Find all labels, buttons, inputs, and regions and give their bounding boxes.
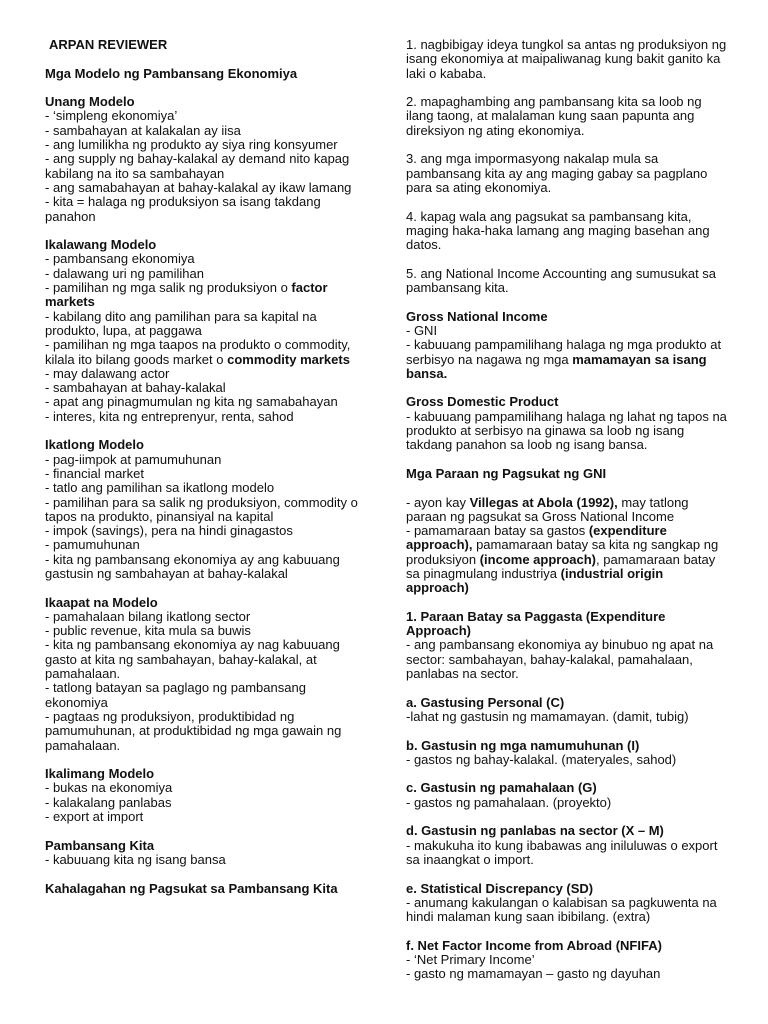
section-heading: Ikalawang Modelo [45, 237, 157, 253]
spacer [406, 481, 728, 495]
text-line: - may dalawang actor [45, 365, 170, 381]
text-line [406, 524, 728, 595]
text-line: - gastos ng bahay-kalakal. (materyales, sahod) [406, 751, 677, 767]
spacer [406, 810, 728, 824]
text-line: -lahat ng gastusin ng mamamayan. (damit, tubig) [406, 708, 689, 724]
section-heading: Gross Domestic Product [406, 394, 559, 410]
text-line: - ang pambansang ekonomiya ay binubuo ng apat na sector: sambahayan, bahay-kalakal, pamahalaan, panlabas na sector. [406, 637, 714, 682]
text-line: - pambansang ekonomiya [45, 251, 195, 267]
section-heading: b. Gastusin ng mga namumuhunan (I) [406, 737, 640, 753]
bold-run: (industrial origin approach) [406, 565, 664, 596]
section-heading: Unang Modelo [45, 94, 135, 110]
text-line: - pamilihan para sa salik ng produksiyon, commodity o tapos na produkto, pinansiyal na kapital [45, 494, 358, 524]
text-line: - kita ng pambansang ekonomiya ay ang kabuuang gastusin ng sambahayan at bahay-kalakal [45, 551, 340, 581]
section-heading: Kahalagahan ng Pagsukat sa Pambansang Kita [45, 880, 338, 896]
spacer [406, 453, 728, 467]
text-line: - anumang kakulangan o kalabisan sa pagkuwenta na hindi malaman kung saan ibibilang. (extra) [406, 894, 717, 925]
text-line: - ang lumilikha ng produkto ay siya ring konsyumer [45, 137, 338, 153]
right-column [406, 38, 728, 982]
spacer [406, 81, 728, 95]
text-line: 2. mapaghambing ang pambansang kita sa loob ng ilang taong, at malalaman kung saan papunta ang direksiyon ng ating ekonomiya. [406, 94, 702, 138]
text-line: - ‘Net Primary Income’ [406, 952, 535, 967]
right-column-body [406, 38, 728, 982]
left-column-body [45, 67, 367, 896]
spacer [45, 81, 367, 95]
text-line: 3. ang mga impormasyong nakalap mula sa pambansang kita ay ang maging gabay sa pagplano para sa ating ekonomiya. [406, 151, 708, 195]
text-line: - ang samabahayan at bahay-kalakal ay ikaw lamang [45, 179, 352, 195]
section-heading: Gross National Income [406, 308, 548, 324]
text-line: - kabuuang kita ng isang bansa [45, 851, 226, 867]
spacer [45, 224, 367, 238]
text-line: 5. ang National Income Accounting ang sumusukat sa pambansang kita. [406, 265, 717, 296]
document-title: ARPAN REVIEWER [49, 37, 168, 52]
text-line [45, 281, 367, 310]
spacer [406, 381, 728, 395]
spacer [406, 724, 728, 738]
text-run: - pamamaraan batay sa gastos [406, 523, 589, 539]
text-line: - kalakalang panlabas [45, 794, 172, 810]
text-line: 4. kapag wala ang pagsukat sa pambansang kita, maging haka-haka lamang ang maging basehan ang datos. [406, 208, 710, 253]
text-line: - ‘simpleng ekonomiya’ [45, 108, 178, 124]
text-line: - pamumuhunan [45, 537, 140, 553]
text-run: , pamamaraan batay sa pinagmulang industriya [406, 551, 716, 581]
spacer [406, 596, 728, 610]
text-run: - pamilihan ng mga taapos na produkto o commodity, kilala ito bilang goods market o [45, 337, 351, 367]
bold-run: Villegas at Abola (1992), [469, 494, 618, 510]
text-line [406, 338, 728, 381]
text-line: - tatlong batayan sa paglago ng pambansang ekonomiya [45, 680, 306, 710]
text-line [406, 496, 728, 525]
section-heading: Ikaapat na Modelo [45, 594, 158, 610]
bold-run: (expenditure approach), [406, 523, 667, 553]
section-heading: Ikatlong Modelo [45, 437, 144, 453]
text-line: - bukas na ekonomiya [45, 780, 173, 796]
text-line: 1. nagbibigay ideya tungkol sa antas ng produksiyon ng isang ekonomiya at maipaliwanag kung bakit ganito ka laki o kababa. [406, 37, 727, 81]
text-line: - public revenue, kita mula sa buwis [45, 623, 251, 639]
text-line: - tatlo ang pamilihan sa ikatlong modelo [45, 480, 275, 496]
section-heading: Mga Paraan ng Pagsukat ng GNI [406, 465, 607, 481]
text-line: - gastos ng pamahalaan. (proyekto) [406, 794, 612, 810]
text-line: - financial market [45, 465, 144, 481]
section-heading: c. Gastusin ng pamahalaan (G) [406, 780, 597, 796]
spacer [45, 424, 367, 438]
spacer [406, 867, 728, 881]
text-run: may tatlong paraan ng pagsukat sa Gross National Income [406, 494, 689, 524]
spacer [406, 924, 728, 938]
section-heading: d. Gastusin ng panlabas na sector (X – M) [406, 823, 664, 839]
spacer [406, 681, 728, 695]
text-line: - kabuuang pampamilihang halaga ng lahat ng tapos na produkto at serbisyo na ginawa sa loob ng isang takdang panahon sa loob ng isang bansa. [406, 408, 727, 453]
section-heading: e. Statistical Discrepancy (SD) [406, 880, 594, 896]
text-line: - kabilang dito ang pamilihan para sa kapital na produkto, lupa, at paggawa [45, 308, 317, 338]
text-line: - pagtaas ng produksiyon, produktibidad ng pamumuhunan, at produktibidad ng mga gawain ng pamahalaan. [45, 708, 342, 753]
spacer [406, 138, 728, 152]
spacer [406, 295, 728, 309]
text-line: - sambahayan at kalakalan ay iisa [45, 122, 241, 138]
section-heading: 1. Paraan Batay sa Paggasta (Expenditure Approach) [406, 608, 666, 639]
bold-run: commodity markets [227, 351, 350, 367]
text-line: - kita = halaga ng produksiyon sa isang takdang panahon [45, 194, 321, 224]
spacer [406, 252, 728, 266]
text-line: - export at import [45, 809, 144, 825]
spacer [406, 767, 728, 781]
text-run: - ayon kay [406, 494, 470, 510]
text-line: - kita ng pambansang ekonomiya ay nag kabuuang gasto at kita ng sambahayan, bahay-kalakal, at pamahalaan. [45, 637, 340, 682]
text-line: - interes, kita ng entreprenyur, renta, sahod [45, 408, 294, 424]
text-line: - pag-iimpok at pamumuhunan [45, 451, 222, 467]
text-line: - apat ang pinagmumulan ng kita ng samabahayan [45, 394, 338, 410]
text-run: - kabuuang pampamilihang halaga ng mga produkto at serbisyo na nagawa ng mga [406, 337, 722, 367]
spacer [45, 824, 367, 838]
bold-run: (income approach) [479, 551, 597, 567]
bold-run: mamamayan sa isang bansa. [406, 351, 707, 381]
text-line: - impok (savings), pera na hindi ginagastos [45, 523, 293, 539]
section-heading: Ikalimang Modelo [45, 766, 155, 782]
text-run: pamamaraan batay sa kita ng sangkap ng produksiyon [406, 537, 719, 567]
text-line: - pamahalaan bilang ikatlong sector [45, 608, 251, 624]
text-line: - GNI [406, 322, 438, 338]
text-line: - gasto ng mamamayan – gasto ng dayuhan [406, 966, 661, 982]
spacer [406, 195, 728, 209]
spacer [45, 867, 367, 881]
text-line: - ang supply ng bahay-kalakal ay demand nito kapag kabilang na ito sa sambahayan [45, 151, 350, 181]
spacer [45, 753, 367, 767]
section-heading: f. Net Factor Income from Abroad (NFIFA) [406, 937, 662, 953]
text-line: - dalawang uri ng pamilihan [45, 265, 204, 281]
text-line [45, 338, 367, 367]
spacer [45, 581, 367, 595]
left-column [45, 38, 367, 896]
section-heading: a. Gastusing Personal (C) [406, 694, 565, 710]
text-run: - pamilihan ng mga salik ng produksiyon o [45, 280, 292, 296]
text-line: - sambahayan at bahay-kalakal [45, 380, 226, 396]
section-heading: Mga Modelo ng Pambansang Ekonomiya [45, 65, 298, 81]
text-line: - makukuha ito kung ibabawas ang iniluluwas o export sa inaangkat o import. [406, 837, 718, 867]
section-heading: Pambansang Kita [45, 837, 155, 853]
bold-run: factor markets [45, 280, 328, 310]
